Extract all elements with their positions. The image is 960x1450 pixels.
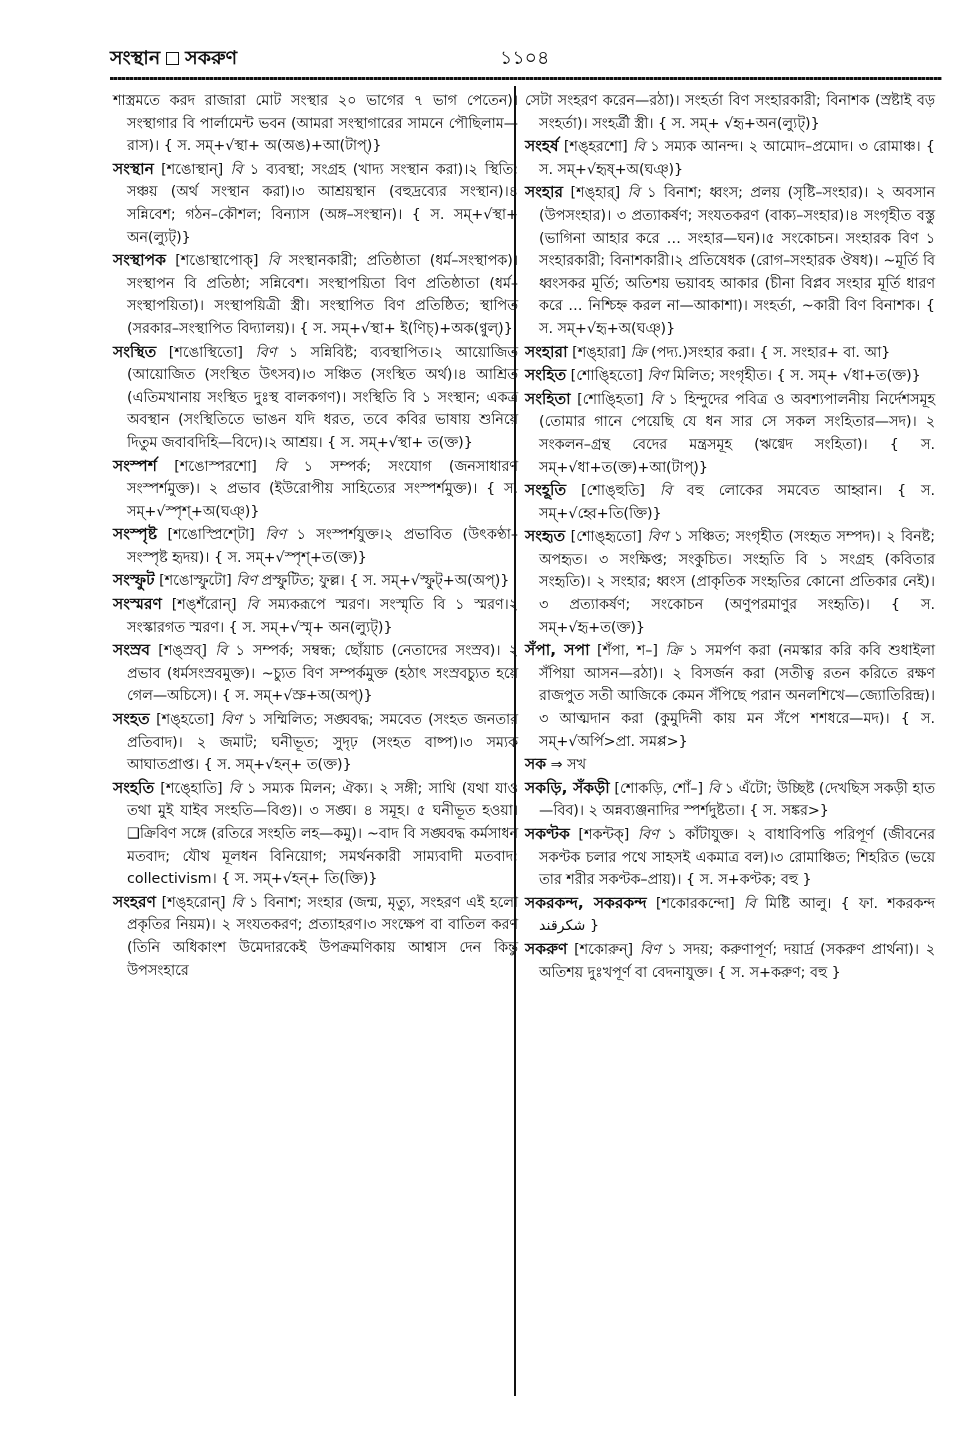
entry-definition: ১ হিন্দুদের পবিত্র ও অবশ্যপালনীয় নির্দেশসমূহ (তোমার গানে পেয়েছি যে ধন সার সে সকল সংহিতার—সদ)। ২ সংকলন–গ্রন্থ বেদের মন্ত্রসমূহ (ঋগ্বেদ সংহিতা)। { স. সম্+√ধা+ত(ক্ত)+আ(টাপ্)}: [539, 391, 936, 476]
dictionary-entry: [525, 892, 935, 938]
entry-definition: ১ সম্পর্ক; সম্বন্ধ; ছোঁয়াচ (নেতাদের সংস্রব)। ২ প্রভাব (ধর্মসংস্রবমুক্ত)। ~চ্যুত বিণ সম্পর্কমুক্ত (হঠাৎ সংস্রবচ্যুত হয়ে গেল—অচিসে)। { স. সম্+√স্রু+অ(অপ্)}: [127, 643, 519, 705]
dictionary-entry: [525, 364, 935, 388]
dictionary-entry: [525, 938, 935, 984]
entry-pronunciation: [শঙ্হরশো]: [563, 139, 628, 156]
entry-pronunciation: [শঙোস্পরশো]: [174, 458, 257, 475]
entry-part-of-speech: বি: [228, 780, 241, 797]
dictionary-entry: [113, 708, 518, 777]
page-header: [110, 44, 940, 74]
entry-part-of-speech: বিণ: [637, 827, 659, 843]
entry-part-of-speech: বিণ: [255, 344, 277, 361]
entry-pronunciation: [শঙোস্থাপোক্]: [175, 253, 259, 270]
entry-pronunciation: [শঙোস্প্রিশ্টো]: [167, 527, 255, 544]
entry-pronunciation: [শকোরুন্]: [574, 941, 634, 958]
entry-headword: সংস্থাপক: [113, 251, 167, 270]
entry-headword: সকড়ি, সঁকড়ী: [525, 778, 610, 797]
entry-definition: ১ সম্যক মিলন; ঐক্য। ২ সঙ্গী; সাথি (যথা যাও তথা মুই যাইব সংহতি—বিগু)। ৩ সঙ্ঘ। ৪ সমূহ। ৫ ঘনীভূত হওয়া। ❑ক্রিবিণ সঙ্গে (রতিরে সংহতি লহ—কমু)। ~বাদ বি সঙ্ঘবদ্ধ কর্মসাধন মতবাদ; যৌথ মূলধন বিনিয়োগ; সমর্থনকারী সাম্যবাদী মতবাদ; collectivism। { স. সম্+√হন্+ তি(ক্তি)}: [127, 780, 518, 888]
dictionary-entry: [525, 90, 935, 135]
entry-pronunciation: [শঙ্শঁরোন্]: [171, 597, 237, 614]
entry-headword: সঁপা, সপা: [525, 641, 590, 660]
entry-pronunciation: [শঁপা, শ–]: [597, 643, 658, 660]
dictionary-entry: [525, 525, 935, 639]
dictionary-entry: [525, 777, 935, 823]
dictionary-entry: [113, 158, 518, 249]
entry-headword: সংস্ফুট: [113, 571, 155, 590]
entry-part-of-speech: বি: [632, 139, 645, 156]
left-column: [113, 90, 518, 982]
entry-part-of-speech: ক্রি: [630, 344, 647, 361]
dictionary-entry: [113, 341, 518, 455]
entry-part-of-speech: বি: [215, 643, 228, 660]
entry-part-of-speech: বি: [231, 894, 244, 911]
entry-headword: সংহর্ষ: [525, 137, 559, 156]
entry-part-of-speech: বিণ: [647, 368, 669, 385]
entry-definition: ১ সমর্পণ করা (নমস্কার করি কবি শুধাইলা সঁপিয়া আসন—রঠা)। ২ বিসর্জন করা (সতীত্ব রতন করিতে রক্ষণ রাজপুত সতী আজিকে কেমন সঁপিছে পরান অনলশিখে—জ্যোতিরিন্দ্র)। ৩ আত্মদান করা (কুমুদিনী কায় মন সঁপে শশধরে—মদ)। { স. সম্+√অর্পি>প্রা. সমপ্প>}: [539, 643, 936, 750]
entry-pronunciation: [শঙ্স্রব্]: [158, 643, 207, 660]
guide-words: [110, 44, 237, 76]
entry-headword: সংহতি: [113, 778, 155, 797]
entry-pronunciation: [শোঙ্হিতা]: [577, 391, 644, 408]
entry-headword: সংহৃত: [525, 527, 566, 546]
entry-pronunciation: [শঙোস্ফুটো]: [159, 573, 232, 590]
entry-definition: ১ বিনাশ; ধ্বংস; প্রলয় (সৃষ্টি–সংহার)। ২ অবসান (উপসংহার)। ৩ প্রত্যাকর্ষণ; সংযতকরণ (বাক্য–সংহার)।৪ সংগৃহীত বস্তু (ভাগিনা আহার করে … সংহার—ঘন)।৫ সংকোচন। সংহারক বিণ ১ সংহারকারী; বিনাশকারী।২ প্রতিষেধক (রোগ–সংহারক ঔষধ)। ~মূর্তি বি ধ্বংসকর মূর্তি; অতিশয় ভয়াবহ আকার (চীনা বিপ্লব সংহার মূর্তি ধারণ করে … নিশ্চিহ্ন করল না—আকাশা)। সংহর্তা, ~কারী বিণ বিনাশক। { স. সম্+√হৃ+অ(ঘঞ্)}: [539, 185, 935, 337]
guide-word-first: সংস্থান: [110, 47, 161, 69]
entry-definition: সম্যকরূপে স্মরণ। সংস্মৃতি বি ১ স্মরণ।২ সংস্কারগত স্মরণ। { স. সম্+√স্মৃ+ অন(ল্যুট্)}: [127, 597, 519, 636]
dictionary-entry: [113, 891, 518, 982]
dictionary-entry: [525, 753, 935, 777]
entry-part-of-speech: বিণ: [236, 573, 257, 590]
entry-definition: ১ সন্নিবিষ্ট; ব্যবস্থাপিত।২ আয়োজিত (আয়োজিত (সংস্থিত উৎসব)।৩ সঞ্চিত (সংস্থিত অর্থ)।৪ আশ্রিত (এতিমখানায় সংস্থিত দুঃস্থ বালকগণ)। সংস্থিতি বি ১ সংস্থান; একত্র অবস্থান (সংস্থিতিতে ভাঙন যদি ধরত, তবে কবির ভাষায় শুনিয়ে দিতুম জবাবদিহি—বিদে)।২ আশ্রয়। { স. সম্+√স্থা+ ত(ক্ত)}: [127, 344, 518, 451]
entry-part-of-speech: বিণ: [265, 527, 286, 544]
entry-definition: সংস্থানকারী; প্রতিষ্ঠাতা (ধর্ম–সংস্থাপক)। সংস্থাপন বি প্রতিষ্ঠা; সন্নিবেশ। সংস্থাপয়িতা বিণ প্রতিষ্ঠাতা (ধর্ম–সংস্থাপয়িতা)। সংস্থাপয়িত্রী স্ত্রী। সংস্থাপিত বিণ প্রতিষ্ঠিত; স্থাপিত (সরকার–সংস্থাপিত বিদ্যালয়)। { স. সম্+√স্থা+ ই(ণিচ্)+অক(ণ্বুল্)}: [127, 253, 518, 337]
dictionary-entry: [113, 90, 518, 158]
entry-part-of-speech: বিণ: [639, 941, 661, 958]
entry-part-of-speech: বি: [627, 185, 640, 202]
entry-headword: সংস্পৃষ্ট: [113, 525, 157, 544]
separator-box-icon: [166, 52, 179, 65]
entry-part-of-speech: বি: [274, 458, 287, 475]
entry-headword: সংহরণ: [113, 892, 156, 911]
guide-word-last: সকরুণ: [185, 47, 238, 69]
entry-definition: ⇒ সখ: [550, 757, 586, 774]
entry-pronunciation: [শোঙ্হিতো]: [570, 368, 643, 385]
entry-headword: সংস্পর্শ: [113, 456, 157, 475]
entry-part-of-speech: বিণ: [647, 529, 669, 546]
entry-headword: সকরুণ: [525, 939, 568, 958]
entry-pronunciation: [শঙ্হার্]: [570, 185, 621, 202]
entry-definition: (পদ্য.)সংহার করা। { স. সংহার+ বা. আ}: [651, 344, 891, 361]
entry-headword: সংস্থান: [113, 159, 154, 178]
entry-part-of-speech: বি: [743, 895, 756, 912]
dictionary-entry: [113, 593, 518, 639]
entry-part-of-speech: ক্রি: [665, 643, 682, 660]
entry-definition: ১ সদয়; করুণাপূর্ণ; দয়ার্দ্র (সকরুণ প্রার্থনা)। ২ অতিশয় দুঃখপূর্ণ বা বেদনাযুক্ত। { স. স+করুণ; বহু }: [539, 941, 936, 981]
dictionary-entry: [113, 249, 518, 340]
entry-headword: সংহিত: [525, 366, 567, 385]
entry-headword: সংস্রব: [113, 641, 151, 660]
entry-definition: ১ এঁটো; উচ্ছিষ্ট (দেখছিস সকড়ী হাত—বিব)। ২ অন্নব্যঞ্জনাদির স্পর্শদুষ্টতা। { স. সঙ্কর>}: [539, 780, 936, 820]
dictionary-entry: [113, 777, 518, 891]
entry-definition: মিলিত; সংগৃহীত। { স. সম্+ √ধা+ত(ক্ত)}: [672, 368, 921, 385]
page-number: ১১০৪: [500, 47, 550, 69]
entry-part-of-speech: বি: [707, 780, 720, 797]
entry-definition: ১ সংস্পর্শযুক্ত।২ প্রভাবিত (উৎকণ্ঠা–সংস্পৃষ্ট হৃদয়)। { স. সম্+√স্পৃশ্+ত(ক্ত)}: [127, 527, 519, 566]
dictionary-entry: [113, 523, 518, 569]
entry-part-of-speech: বিণ: [220, 712, 242, 729]
dictionary-entry: [525, 639, 935, 753]
right-column: [525, 90, 935, 984]
entry-part-of-speech: বি: [230, 161, 243, 178]
entry-pronunciation: [শঙ্হোতি]: [160, 780, 223, 797]
entry-pronunciation: [শোকড়ি, শোঁ–]: [614, 780, 704, 797]
dictionary-entry: [525, 181, 935, 340]
entry-definition: শাস্ত্রমতে করদ রাজারা মোট সংস্থার ২০ ভাগের ৭ ভাগ পেতেন)। সংস্থাগার বি পার্লামেন্ট ভবন (আমরা সংস্থাগারের সামনে পৌছিলাম—রাস)। { স. সম্+√স্থা+ অ(অঙ)+আ(টাপ্)}: [113, 93, 518, 155]
header-rule: [110, 77, 942, 80]
dictionary-entry: [113, 569, 518, 593]
entry-definition: ১ ব্যবস্থা; সংগ্রহ (খাদ্য সংস্থান করা)।২ স্থিতি; সঞ্চয় (অর্থ সংস্থান করা)।৩ আশ্রয়স্থান (বহুদ্রব্যের সংস্থান)।৪ সন্নিবেশ; গঠন–কৌশল; বিন্যাস (অঙ্গ–সংস্থান)। { স. সম্+√স্থা+ অন(ল্যুট্)}: [127, 161, 519, 246]
entry-headword: সংহূতি: [525, 481, 567, 500]
entry-pronunciation: [শোঙ্হৃতো]: [570, 529, 643, 546]
entry-part-of-speech: বি: [267, 253, 280, 270]
dictionary-entry: [113, 639, 518, 708]
entry-definition: সেটা সংহরণ করেন—রঠা)। সংহর্তা বিণ সংহারকারী; বিনাশক (স্রষ্টাই বড় সংহর্তা)। সংহর্ত্রী স্ত্রী। { স. সম্+ √হৃ+অন(ল্যুট্)}: [525, 93, 935, 132]
entry-headword: সকরকন্দ, সকরকন্দ: [525, 893, 647, 912]
entry-pronunciation: [শঙ্হতো]: [156, 712, 215, 729]
entry-headword: সকণ্টক: [525, 825, 570, 843]
entry-definition: ১ কাঁটাযুক্ত। ২ বাধাবিপত্তি পরিপূর্ণ (জীবনের সকণ্টক চলার পথে সাহসই একমাত্র বল)।৩ রোমাঞ্চিত; শিহরিত (ভয়ে তার শরীর সকণ্টক–প্রায়)। { স. স+কণ্টক; বহু }: [539, 827, 936, 889]
entry-pronunciation: [শঙ্হরোন্]: [161, 894, 226, 911]
entry-definition: ১ সম্মিলিত; সঙ্ঘবদ্ধ; সমবেত (সংহত জনতার প্রতিবাদ)। ২ জমাট; ঘনীভূত; সুদৃঢ় (সংহত বাষ্প)।৩ সম্যক আঘাতপ্রাপ্ত। { স. সম্+√হন্+ ত(ক্ত)}: [127, 712, 519, 774]
entry-definition: ১ সঞ্চিত; সংগৃহীত (সংহৃত সম্পদ)। ২ বিনষ্ট; অপহৃত। ৩ সংক্ষিপ্ত; সংকুচিত। সংহৃতি বি ১ সংগ্রহ (কবিতার সংহৃতি)। ২ সংহার; ধ্বংস (প্রাকৃতিক সংহৃতির কোনো প্রতিকার নেই)। ৩ প্রত্যাকর্ষণ; সংকোচন (অণুপরমাণুর সংহৃতি)। { স. সম্+√হৃ+ত(ক্ত)}: [539, 529, 936, 636]
entry-pronunciation: [শঙোস্থান্]: [161, 161, 224, 178]
entry-part-of-speech: বি: [246, 597, 259, 614]
entry-headword: সংহারা: [525, 342, 568, 361]
entry-definition: বহু লোকের সমবেত আহ্বান। { স. সম্+√হ্বে+তি(ক্তি)}: [539, 483, 936, 522]
dictionary-entry: [525, 479, 935, 525]
entry-definition: ১ সম্পর্ক; সংযোগ (জনসাধারণ সংস্পর্শমুক্ত)। ২ প্রভাব (ইউরোপীয় সাহিত্যের সংস্পর্শমুক্ত)। { স. সম্+√স্পৃশ্+অ(ঘঞ্)}: [127, 458, 519, 520]
entry-headword: সক: [525, 755, 547, 774]
entry-definition: মিষ্টি আলু। { ফা. শকরকন্দ شکرقند }: [539, 895, 935, 935]
dictionary-entry: [525, 135, 935, 181]
entry-headword: সংস্মরণ: [113, 595, 162, 614]
entry-headword: সংহত: [113, 710, 150, 729]
entry-pronunciation: [শকন্টক্]: [578, 827, 630, 843]
entry-pronunciation: [শঙ্হারা]: [572, 344, 626, 361]
entry-part-of-speech: বি: [650, 391, 663, 408]
entry-headword: সংস্থিত: [113, 342, 157, 361]
entry-definition: ১ সম্যক আনন্দ। ২ আমোদ–প্রমোদ। ৩ রোমাঞ্চ। { স. সম্+√হৃষ্+অ(ঘঞ্)}: [539, 139, 936, 178]
dictionary-entry: [525, 388, 935, 479]
entry-pronunciation: [শোঙ্হুতি]: [580, 483, 645, 500]
dictionary-entry: [525, 823, 935, 892]
entry-pronunciation: [শঙোস্থিতো]: [168, 344, 243, 361]
dictionary-entry: [113, 455, 518, 524]
entry-pronunciation: [শকোরকন্দো]: [655, 895, 735, 912]
entry-definition: ১ বিনাশ; সংহার (জন্ম, মৃত্যু, সংহরণ এই হলো প্রকৃতির নিয়ম)। ২ সংযতকরণ; প্রত্যাহরণ।৩ সংক্ষেপ বা বাতিল করণ (তিনি অধিকাংশ উমেদারকেই উপক্রমণিকায় আশ্বাস দেন কিন্তু উপসংহারে: [127, 894, 519, 979]
entry-definition: প্রস্ফুটিত; ফুল্ল। { স. সম্+√স্ফুট্+অ(অপ্)}: [261, 573, 510, 590]
entry-part-of-speech: বি: [659, 483, 672, 500]
dictionary-entry: [525, 341, 935, 365]
entry-headword: সংহিতা: [525, 389, 571, 408]
entry-headword: সংহার: [525, 183, 564, 202]
